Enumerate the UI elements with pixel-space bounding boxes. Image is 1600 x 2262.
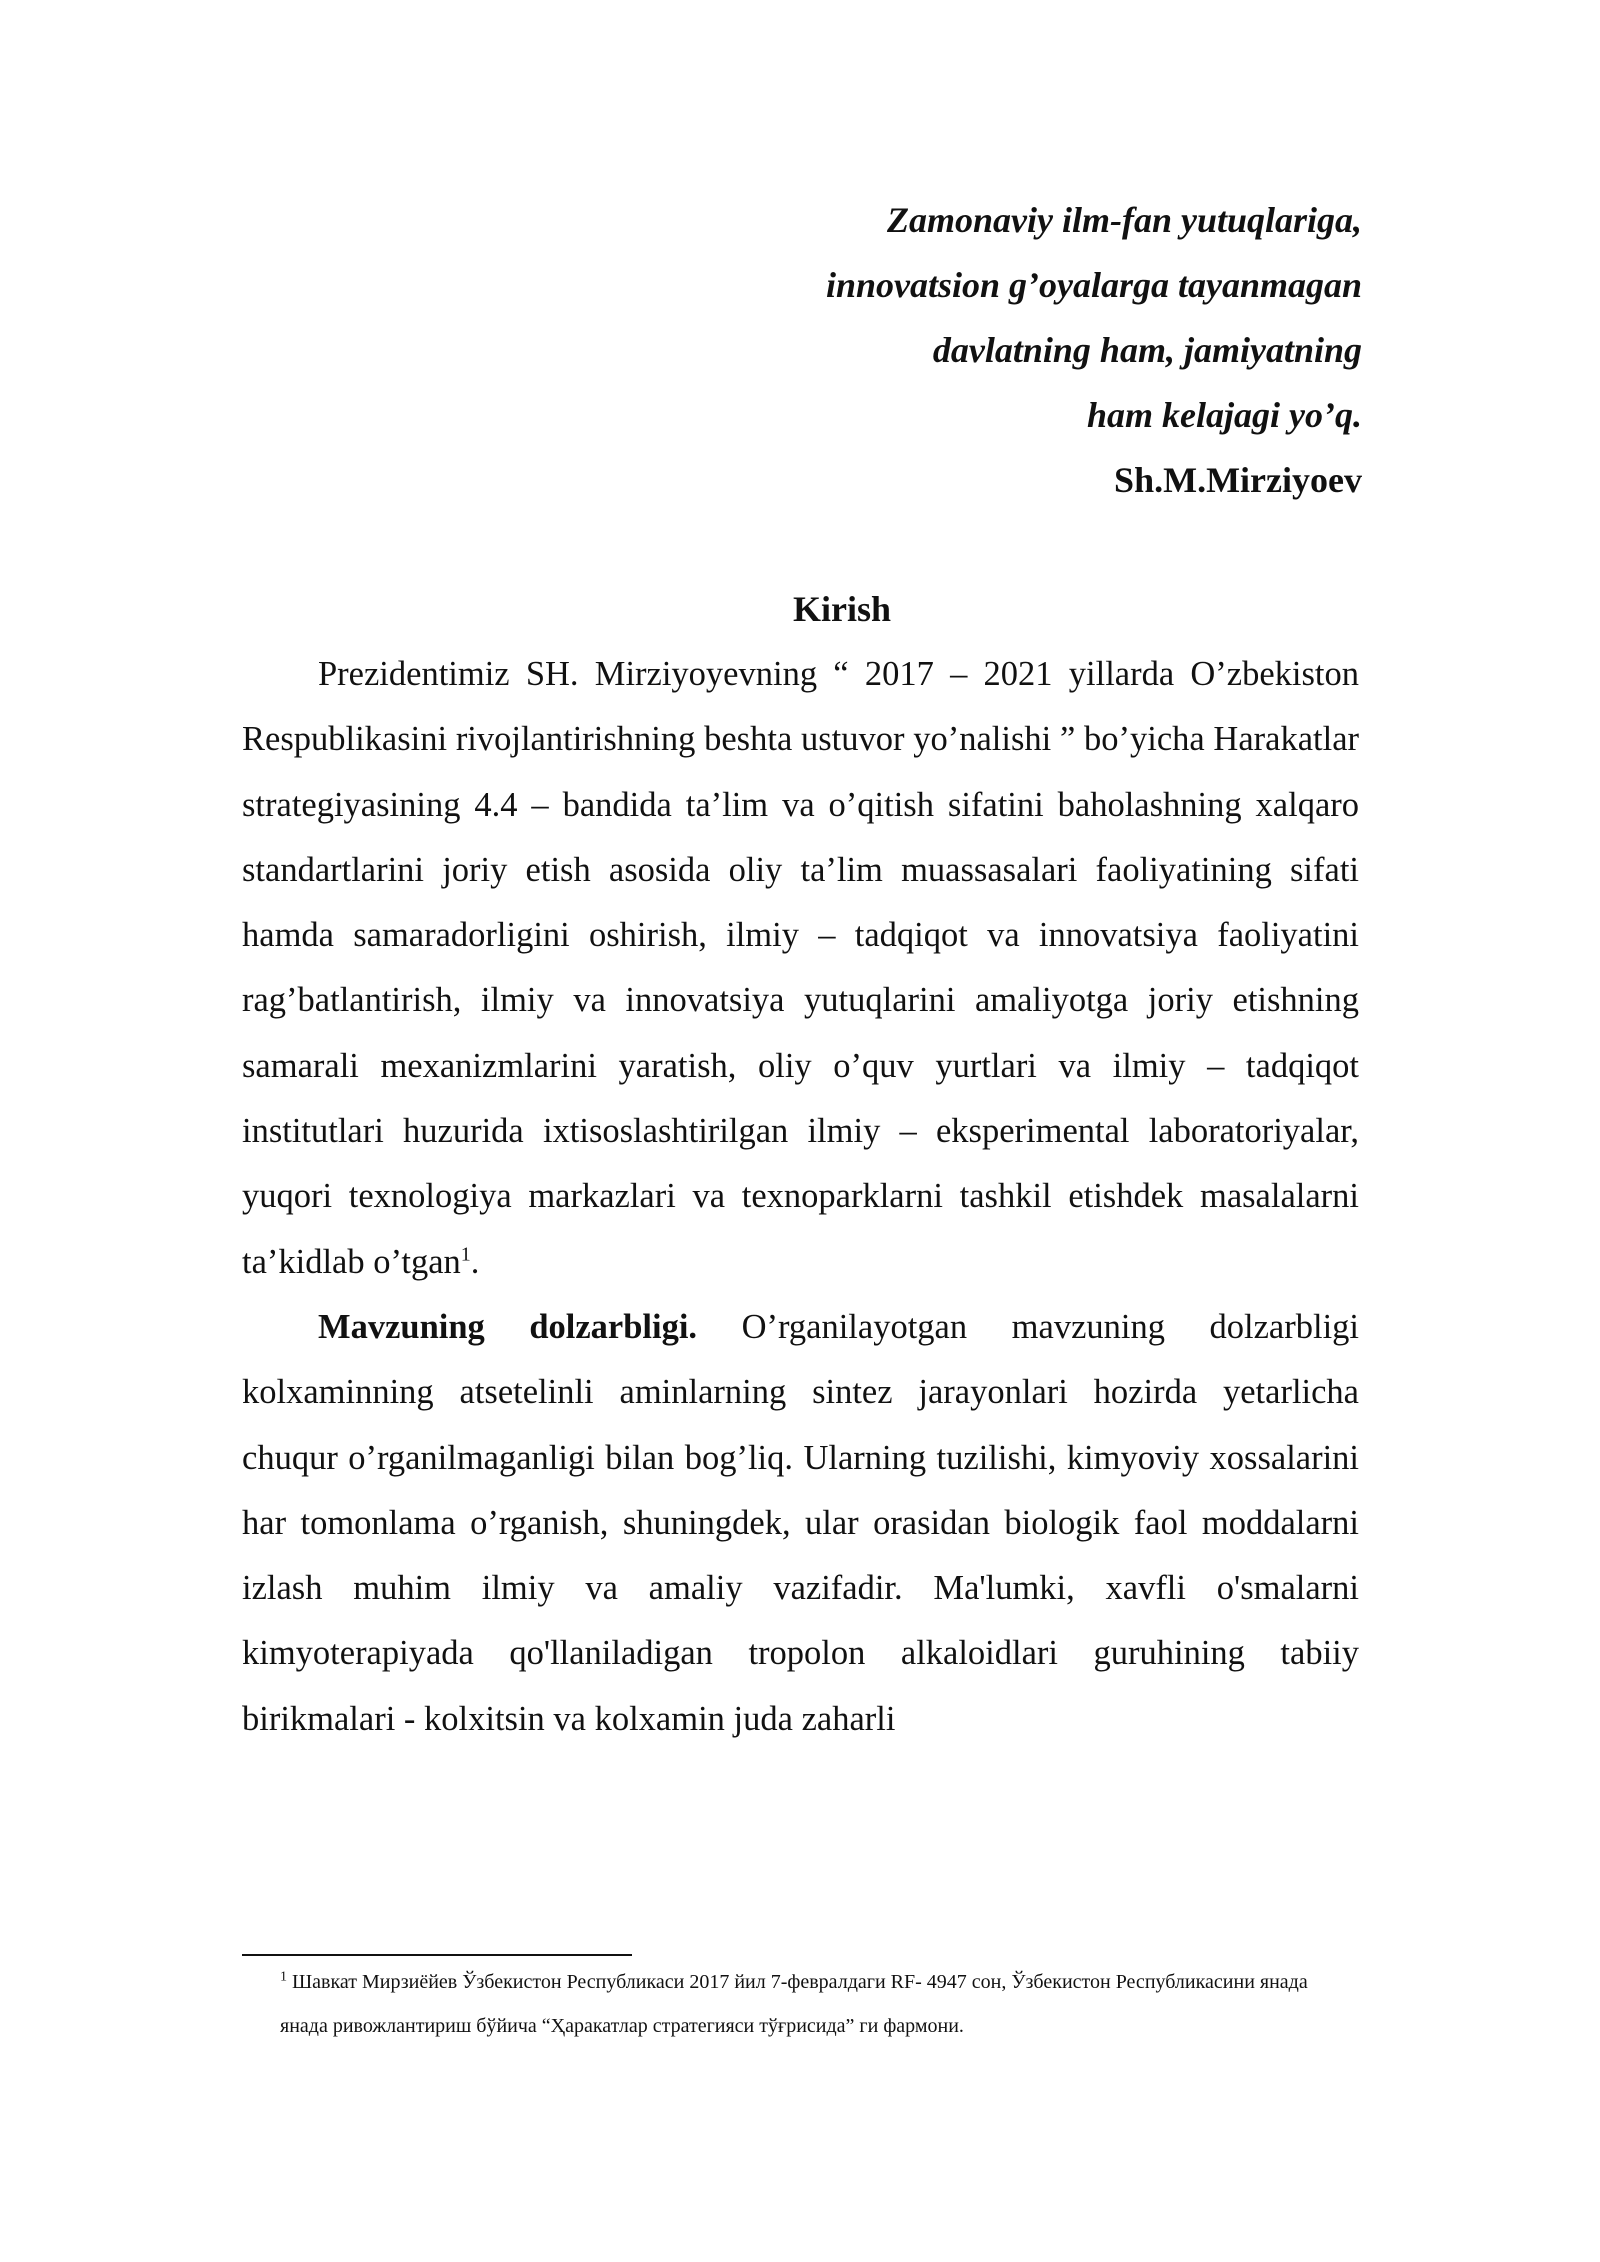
intro-paragraph-text: Prezidentimiz SH. Mirziyoyevning “ 2017 – 2021 yillarda O’zbekiston Respublikasini rivojlantirishning beshta ustuvor yo’nalishi ” bo’yicha Harakatlar strategiyasining 4.4 – bandida ta’lim va o’qitish sifatini baholashning xalqaro standartlarini joriy etish asosida oliy ta’lim muassasalari faoliyatining sifati hamda samaradorligini oshirish, ilmiy – tadqiqot va innovatsiya faoliyatini rag’batlantirish, ilmiy va innovatsiya yutuqlarini amaliyotga joriy etishning samarali mexanizmlarini yaratish, oliy o’quv yurtlari va ilmiy – tadqiqot institutlari huzurida ixtisoslashtirilgan ilmiy – eksperimental laboratoriyalar, yuqori texnologiya markazlari va texnoparklarni tashkil etishdek masalalarni ta’kidlab o’tgan <box>242 655 1359 1281</box>
epigraph-author: Sh.M.Mirziyoev <box>1114 460 1362 500</box>
relevance-paragraph-text: O’rganilayotgan mavzuning dolzarbligi kolxaminning atsetelinli aminlarning sintez jarayonlari hozirda yetarlicha chuqur o’rganilmaganligi bilan bog’liq. Ularning tuzilishi, kimyoviy xossalarini har tomonlama o’rganish, shuningdek, ular orasidan biologik faol moddalarni izlash muhim ilmiy va amaliy vazifadir. Ma'lumki, xavfli o'smalarni kimyoterapiyada qo'llaniladigan tropolon alkaloidlari guruhining tabiiy birikmalari - kolxitsin va kolxamin juda zaharli <box>242 1307 1359 1738</box>
intro-paragraph <box>242 642 1359 1295</box>
epigraph <box>700 188 1362 513</box>
relevance-lead: Mavzuning dolzarbligi. <box>318 1307 698 1346</box>
epigraph-line: davlatning ham, jamiyatning <box>932 330 1362 370</box>
epigraph-line: Zamonaviy ilm-fan yutuqlariga, <box>886 200 1362 240</box>
relevance-paragraph <box>242 1295 1359 1752</box>
footnote-reference: 1 <box>460 1243 471 1266</box>
footnote <box>280 1960 1360 2048</box>
epigraph-line: innovatsion g’oyalarga tayanmagan <box>825 265 1362 305</box>
section-heading: Kirish <box>792 589 891 629</box>
body-text <box>242 642 1359 1752</box>
footnote-text: Шавкат Мирзиёйев Ўзбекистон Республикаси 2017 йил 7-февралдаги RF- 4947 сон, Ўзбекистон Республикасини янада янада ривожлантириш бўйича “Ҳаракатлар стратегияси тўғрисида” ги фармони. <box>280 1971 1308 2037</box>
epigraph-line: ham kelajagi yo’q. <box>1087 395 1362 435</box>
footnote-separator <box>242 1954 632 1956</box>
intro-paragraph-end: . <box>470 1242 480 1281</box>
footnote-number: 1 <box>280 1969 287 1985</box>
